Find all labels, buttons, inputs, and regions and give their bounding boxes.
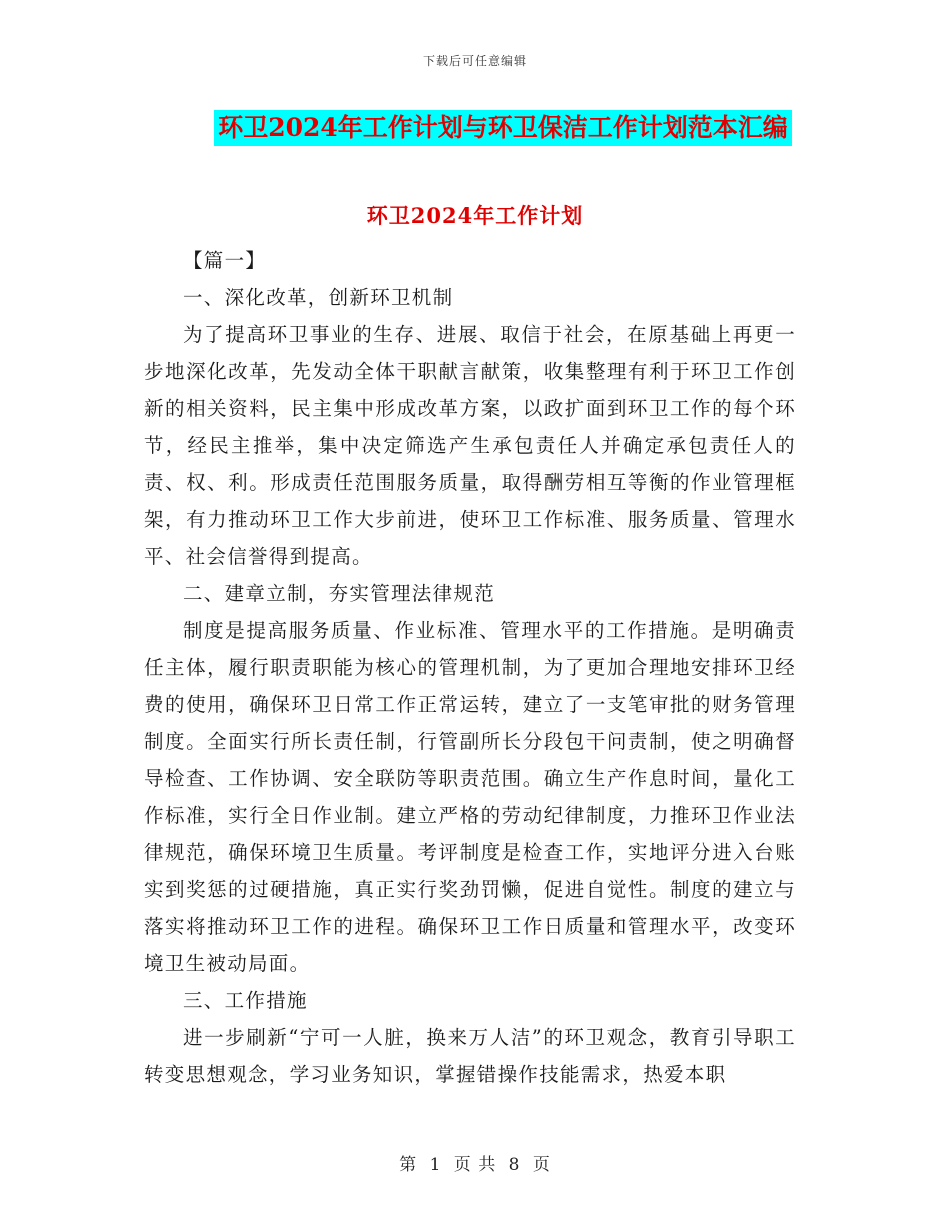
header-note: 下载后可任意编辑 xyxy=(422,54,527,68)
section-label: 【篇一】 xyxy=(183,249,267,272)
sub-title: 环卫2024年工作计划 xyxy=(366,203,584,228)
page-footer xyxy=(0,1150,950,1175)
footer-suffix: 页 xyxy=(532,1155,551,1175)
body-paragraph-1: 为了提高环卫事业的生存、进展、取信于社会，在原基础上再更一步地深化改革，先发动全体干职献言献策，收集整理有利于环卫工作创新的相关资料，民主集中形成改革方案，以政扩面到环卫工作的每个环节，经民主推举，集中决定筛选产生承包责任人并确定承包责任人的责、权、利。形成责任范围服务质量，取得酬劳相互等衡的作业管理框架，有力推动环卫工作大步前进，使环卫工作标准、服务质量、管理水平、社会信誉得到提高。 xyxy=(144,323,796,568)
footer-page-number: 1 xyxy=(429,1155,442,1175)
main-title: 环卫2024年工作计划与环卫保洁工作计划范本汇编 xyxy=(214,110,792,146)
section-heading-1: 一、深化改革，创新环卫机制 xyxy=(183,286,454,309)
body-paragraph-3: 进一步刷新“宁可一人脏，换来万人洁”的环卫观念，教育引导职工转变思想观念，学习业务知识，掌握错操作技能需求，热爱本职 xyxy=(144,1026,796,1086)
body-paragraph-2: 制度是提高服务质量、作业标准、管理水平的工作措施。是明确责任主体，履行职责职能为核心的管理机制，为了更加合理地安排环卫经费的使用，确保环卫日常工作正常运转，建立了一支笔审批的财务管理制度。全面实行所长责任制，行管副所长分段包干问责制，使之明确督导检查、工作协调、安全联防等职责范围。确立生产作息时间，量化工作标准，实行全日作业制。建立严格的劳动纪律制度，力推环卫作业法律规范，确保环境卫生质量。考评制度是检查工作，实地评分进入台账实到奖惩的过硬措施，真正实行奖劲罚懒，促进自觉性。制度的建立与落实将推动环卫工作的进程。确保环卫工作日质量和管理水平，改变环境卫生被动局面。 xyxy=(144,619,796,975)
footer-middle: 页 共 xyxy=(453,1155,497,1175)
main-title-wrap xyxy=(0,110,950,146)
document-body xyxy=(144,242,796,1093)
section-heading-2: 二、建章立制，夯实管理法律规范 xyxy=(183,582,496,605)
section-heading-3: 三、工作措施 xyxy=(183,989,308,1012)
footer-total-pages: 8 xyxy=(508,1155,521,1175)
footer-prefix: 第 xyxy=(399,1155,418,1175)
